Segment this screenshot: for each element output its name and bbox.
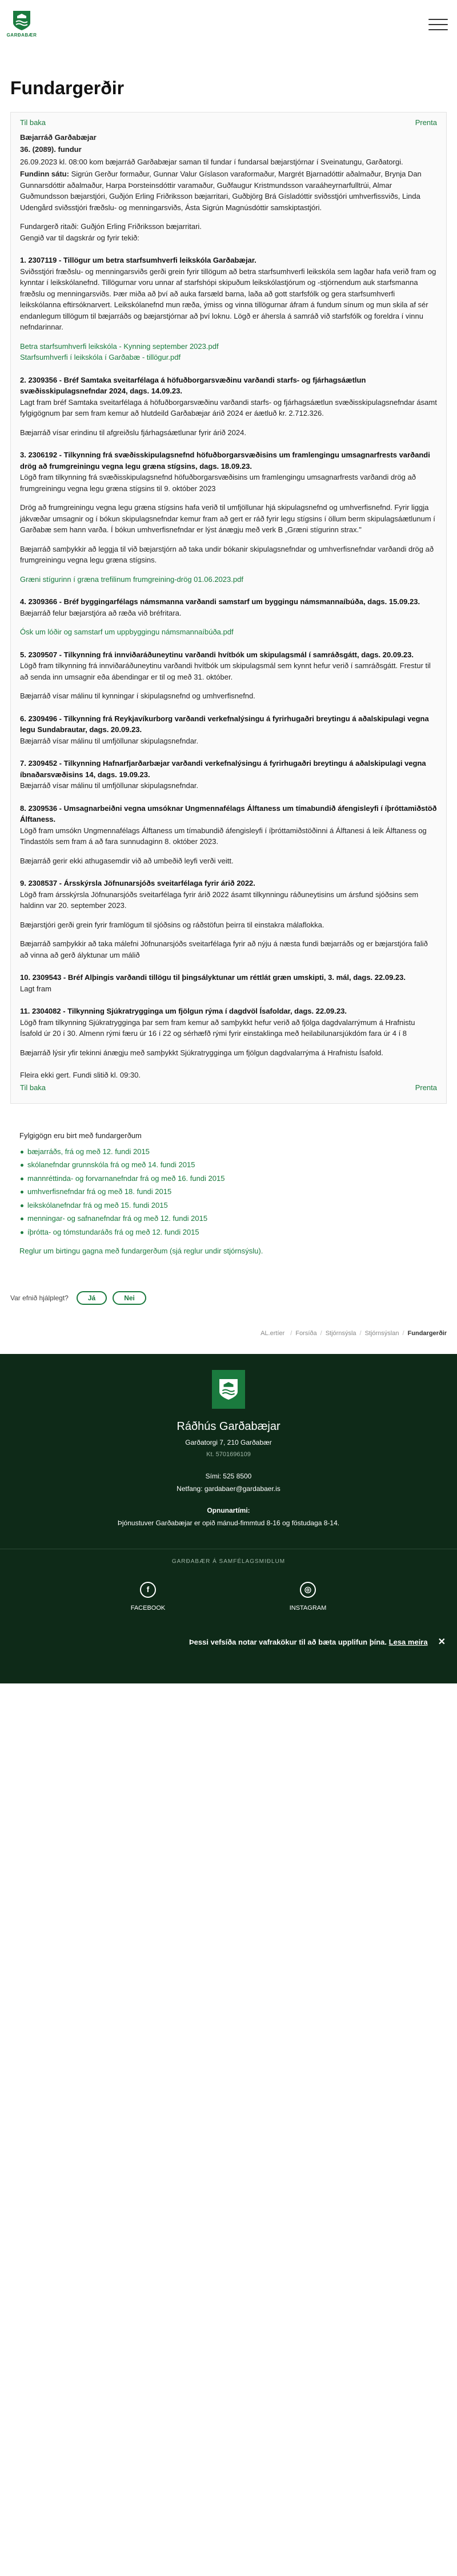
footer-opening-label: Opnunartími: (207, 1506, 250, 1514)
list-item (19, 1173, 438, 1184)
site-footer (0, 1354, 457, 1683)
yes-button[interactable]: Já (77, 1291, 107, 1305)
attachment-group-link[interactable]: bæjarráðs, frá og með 12. fundi 2015 (27, 1147, 150, 1156)
breadcrumb-separator: / (359, 1329, 362, 1337)
agenda-item-text: Bæjarráð lýsir yfir tekinni ánægju með samþykkt Sjúkratrygginga um fjölgun dagdvalarrýma á Hrafnistu Ísafold. (20, 1048, 383, 1057)
agenda-item-text: Bæjarráð samþykkir að leggja til við bæjarstjórn að taka undir bókanir skipulagsnefndar og umhverfisnefndar varðandi drög að frumgreiningu vegna legu græna stígsins. (20, 544, 434, 564)
logo-text: GARÐABÆR (6, 33, 37, 38)
social-links (0, 1582, 457, 1613)
agenda-item-text: Bæjarráð gerir ekki athugasemdir við að umbeðið leyfi verði veitt. (20, 856, 234, 865)
attendees-label: Fundinn sátu: (20, 170, 69, 178)
agenda-item-title: 4. 2309366 - Bréf byggingarfélags námsmanna varðandi samstarf um byggingu námsmannaíbúða, dags. 15.09.23. (20, 597, 420, 606)
agenda-item (20, 649, 437, 702)
list-item (19, 1200, 438, 1211)
rules-link[interactable]: Reglur um birtingu gagna með fundargerðum (sjá reglur undir stjórnsýslu). (19, 1247, 263, 1255)
attachment-link[interactable]: Starfsumhverfi í leikskóla í Garðabæ - tillögur.pdf (20, 353, 181, 361)
agenda-item-text: Bæjarráð vísar málinu til kynningar í skipulagsnefnd og umhverfisnefnd. (20, 692, 255, 700)
secretary-line: Fundargerð ritaði: Guðjón Erling Friðriksson bæjarritari. (20, 222, 202, 231)
secretary (20, 221, 437, 243)
feedback-label: Var efnið hjálplegt? (10, 1293, 69, 1302)
agenda-item-text: Lögð fram ársskýrsla Jöfnunarsjóðs sveitarfélaga fyrir árið 2022 ásamt tilkynningu ráðuneytisins um ársfund sjóðsins sem haldinn var 20. september 2023. (20, 890, 419, 910)
agenda-item-text: Lögð fram umsókn Ungmennafélags Álftaness um tímabundið áfengisleyfi í íþróttamiðstöðinni á Álftanesi á leik Álftaness og Tindastóls sem fram á að fara sunnudaginn 8. október 2023. (20, 826, 427, 846)
agenda-item-title: 7. 2309452 - Tilkynning Hafnarfjarðarbæjar varðandi verkefnalýsingu á fyrirhugaðri breytingu á aðalskipulagi vegna íbnaðarsvæðisins 14, dags. 19.09.23. (20, 759, 426, 779)
breadcrumb (10, 1329, 447, 1339)
footer-logo (212, 1370, 245, 1409)
footer-email[interactable]: Netfang: gardabaer@gardabaer.is (177, 1484, 280, 1493)
agenda-item-text: Lögð fram tilkynning frá svæðisskipulagsnefnd höfuðborgarsvæðisins um framlengingu umsagnarfrests varðandi drög að frumgreiningu vegna legu græna stígsins til 9. október 2023 (20, 473, 416, 493)
attachments-info (10, 1127, 447, 1268)
attendees-list: Sigrún Gerður formaður, Gunnar Valur Gíslason varaformaður, Margrét Bjarnadóttir aðalmaður, Brynja Dan Gunnarsdóttir aðalmaður, Harpa Þorsteinsdóttir varamaður, Guðfaugur Kristmundsson varaáheyrnarfulltrúi, Almar Guðmundsson bæjarstjóri, Guðjón Erling Friðriksson bæjarritari, Guðbjörg Brá Gísladóttir sviðsstjóri umhverfissviðs, Linda Udengård sviðsstjóri fræðslu- og menningarsviðs, Ásta Sigrún Magnúsdóttir samskiptastjóri. (20, 170, 422, 212)
facebook-icon: f (140, 1582, 156, 1598)
social-title: GARÐABÆR Á SAMFÉLAGSMIÐLUM (171, 1558, 286, 1565)
list-item (19, 1227, 438, 1238)
breadcrumb-home[interactable]: AL.ertíer (260, 1329, 285, 1337)
footer-phone: Sími: 525 8500 (205, 1472, 252, 1480)
breadcrumb-separator: / (402, 1329, 404, 1337)
committee-name: Bæjarráð Garðabæjar (20, 132, 97, 142)
print-link-bottom[interactable]: Prenta (415, 1083, 437, 1092)
agenda-item-text: Drög að frumgreiningu vegna legu græna stígsins hafa verið til umfjöllunar hjá skipulagsnefnd og umhverfisnefnd. Fyrir liggja jákvæðar umsagnir og í bókun skipulagsnefndar kemur fram að gert er ráð fyrir legu stígsins í öllum berm skipulagsáætlunum í Garðabæ sem hann varða. Í bókun umhverfisnefndar er lýst ánægju með verk B „Græni stígurinn strax." (20, 503, 435, 534)
agenda-item-text: Bæjarráð felur bæjarstjóra að ræða við bréfritara. (20, 608, 182, 617)
agenda-item (20, 449, 437, 585)
agenda-item-text: Lögð fram tilkynning frá innviðaráðuneytinu varðandi hvítbók um skipulagsmál sem kynnt hefur verið í samráðsgátt. Frestur til að senda inn umsagnir eða ábendingar er til og með 31. október. (20, 661, 431, 681)
feedback-bar (10, 1291, 447, 1305)
instagram-label: INSTAGRAM (289, 1604, 327, 1611)
footer-shield-icon (219, 1378, 238, 1401)
footer-address: Garðatorgi 7, 210 Garðabær (185, 1438, 272, 1446)
no-button[interactable]: Nei (113, 1291, 146, 1305)
print-link[interactable]: Prenta (415, 118, 437, 127)
breadcrumb-separator: / (320, 1329, 322, 1337)
agenda-item-text: Bæjarráð vísar málinu til umfjöllunar skipulagsnefndar. (20, 781, 199, 790)
facebook-link[interactable] (131, 1582, 166, 1613)
attachment-group-link[interactable]: leikskólanefndar frá og með 15. fundi 2015 (27, 1200, 168, 1209)
agenda-item-text: Bæjarráð vísar erindinu til afgreiðslu fjárhagsáætlunar fyrir árið 2024. (20, 428, 246, 437)
footer-org-name: Ráðhús Garðabæjar (177, 1420, 280, 1433)
agenda-item (20, 972, 437, 994)
attachment-link[interactable]: Betra starfsumhverfi leikskóla - Kynning september 2023.pdf (20, 341, 219, 351)
list-item (19, 1159, 438, 1171)
agenda-item-text: Bæjarráð samþykkir að taka málefni Jöfnunarsjóðs sveitarfélaga fyrir að nýju á næsta fundi bæjarráðs og er bæjarstjóra falið að vinna að gerð ályktunar um málið (20, 939, 428, 959)
cookie-banner (0, 1613, 457, 1683)
site-logo[interactable] (8, 10, 35, 39)
cookie-text (189, 1637, 428, 1648)
breadcrumb-current: Fundargerðir (407, 1329, 447, 1337)
attachment-link[interactable]: Ósk um lóðir og samstarf um uppbyggingu námsmannaíbúða.pdf (20, 628, 234, 636)
agenda-item (20, 803, 437, 867)
agenda-item-text: Bæjarráð vísar málinu til umfjöllunar skipulagsnefndar. (20, 736, 199, 745)
agenda-item-title: 2. 2309356 - Bréf Samtaka sveitarfélaga á höfuðborgarsvæðinu varðandi starfs- og fjárhagsáætlun svæðisskipulagsnefndar 2024, dags. 14.09.23. (20, 375, 366, 395)
agenda-item (20, 758, 437, 791)
list-item (19, 1213, 438, 1224)
agenda-item-title: 6. 2309496 - Tilkynning frá Reykjavíkurborg varðandi verkefnalýsingu á fyrirhugaðri breytingu á aðalskipulagi vegna legu Sundabrautar, dags. 20.09.23. (20, 714, 429, 734)
list-item (19, 1186, 438, 1197)
footer-kt: Kt. 5701696109 (206, 1451, 251, 1458)
agenda-item-text: Sviðsstjóri fræðslu- og menningarsviðs gerði grein fyrir tillögum að betra starfsumhverfi leikskóla sem lagðar hafa verið fram og kynntar í leikskólanefnd. Tillögurnar voru unnar af starfshópi skipuðum leikskólastjórum og -stjórnendum auk starfsmanna fræðslu og menningarsviðs. Þær miða að því að auka farsæld barna, laða að gott starfsfólk og gera starfsumhverfi leikskólanna eftirsóknarvert. Leikskólanefnd mun ræða, ýmiss og vinna tillögurnar áfram á fundum sínum og mun skila af sér endanlegum tillögum til bæjarráðs og bæjarstjórnar að því loknu. Lögð er áhersla á samráð við starfsfólk og foreldra í vinnu nefndarinnar. (20, 267, 436, 331)
breadcrumb-item-3[interactable]: Stjórnsýslan (364, 1329, 399, 1337)
agenda-item-title: 9. 2308537 - Ársskýrsla Jöfnunarsjóðs sveitarfélaga fyrir árið 2022. (20, 879, 255, 887)
agenda-item-title: 10. 2309543 - Bréf Alþingis varðandi tillögu til þingsályktunar um réttlát græn umskipti, 3. mál, dags. 22.09.23. (20, 973, 406, 982)
agenda-item (20, 1006, 437, 1058)
attachments-list (19, 1146, 438, 1238)
back-link-bottom[interactable]: Til baka (20, 1083, 46, 1092)
agenda-item-text: Lagt fram (20, 984, 51, 993)
attachment-group-link[interactable]: íþrótta- og tómstundaráðs frá og með 12. fundi 2015 (27, 1227, 199, 1236)
list-item (19, 1146, 438, 1158)
breadcrumb-item-2[interactable]: Stjórnsýsla (325, 1329, 356, 1337)
attendees (20, 168, 437, 213)
agenda-item (20, 713, 437, 747)
instagram-link[interactable] (290, 1582, 327, 1613)
breadcrumb-item-1[interactable]: Forsíða (295, 1329, 317, 1337)
close-icon[interactable]: ✕ (438, 1637, 446, 1647)
agenda-note: Gengið var til dagskrár og fyrir tekið: (20, 233, 139, 242)
instagram-icon: ◎ (300, 1582, 316, 1598)
closing-line: Fleira ekki gert. Fundi slitið kl. 09:30. (20, 1071, 141, 1079)
cookie-read-more-link[interactable]: Lesa meira (388, 1638, 428, 1647)
agenda-item (20, 255, 437, 363)
agenda-item-title: 3. 2306192 - Tilkynning frá svæðisskipulagsnefnd höfuðborgarsvæðisins um framlengingu umsagnarfrests varðandi drög að frumgreiningu vegna legu græna stígsins, dags. 18.09.23. (20, 451, 430, 471)
meeting-intro: 26.09.2023 kl. 08:00 kom bæjarráð Garðabæjar saman til fundar í fundarsal bæjarstjórnar í Sveinatungu, Garðatorgi. (20, 157, 403, 166)
shield-logo-icon (13, 10, 31, 31)
agenda-item-title: 5. 2309507 - Tilkynning frá innviðaráðuneytinu varðandi hvítbók um skipulagsmál í samráðsgátt, dags. 20.09.23. (20, 650, 414, 659)
breadcrumb-separator: / (290, 1329, 292, 1337)
cookie-message: Þessi vefsíða notar vafrakökur til að bæta upplifun þína. (189, 1638, 387, 1647)
agenda-item-text: Bæjarstjóri gerði grein fyrir framlögum til sjóðsins og ráðstöfun þeirra til einstakra málaflokka. (20, 920, 324, 929)
agenda-item (20, 878, 437, 961)
agenda-item-title: 11. 2304082 - Tilkynning Sjúkratrygginga um fjölgun rýma í dagdvöl Ísafoldar, dags. 22.09.23. (20, 1007, 347, 1015)
agenda-item (20, 596, 437, 638)
attachment-group-link[interactable]: skólanefndar grunnskóla frá og með 14. fundi 2015 (27, 1160, 195, 1169)
hamburger-menu-icon[interactable] (427, 17, 449, 33)
top-bar (0, 0, 457, 49)
attachments-heading: Fylgigögn eru birt með fundargerðum (19, 1131, 142, 1140)
attachment-link[interactable]: Græni stígurinn í græna trefilinum frumgreining-drög 01.06.2023.pdf (20, 574, 243, 584)
attachment-group-link[interactable]: mannréttinda- og forvarnanefndar frá og með 16. fundi 2015 (27, 1174, 225, 1183)
meeting-minutes-card (10, 112, 447, 1104)
agenda-item-title: 1. 2307119 - Tillögur um betra starfsumhverfi leikskóla Garðabæjar. (20, 256, 256, 264)
agenda-item-text: Lagt fram bréf Samtaka sveitarfélaga á höfuðborgarsvæðinu varðandi starfs- og fjárhagsáætlun svæðisskipulagsnefndar ásamt fylgigögnum þar sem fram kemur að hlutdeild Garðabæjar árið 2024 er áætluð kr. 2.712.326. (20, 397, 437, 417)
agenda-item (20, 375, 437, 439)
footer-opening-hours: Þjónustuver Garðabæjar er opið mánud-fimmtud 8-16 og föstudaga 8-14. (117, 1518, 340, 1527)
agenda-items (20, 255, 437, 1058)
back-link[interactable]: Til baka (20, 118, 46, 127)
agenda-item-text: Lögð fram tilkynning Sjúkratrygginga þar sem fram kemur að samþykkt hefur verið að fjölga dagdvalarrýmum á Hrafnistu Ísafold úr 20 í 30. Almenn rými færu úr 16 í 22 og sérhæfð rými fyrir einstaklinga með heilabilunarsjúkdóm fara úr 4 í 8 (20, 1018, 415, 1038)
facebook-label: FACEBOOK (130, 1604, 166, 1611)
page-title: Fundargerðir (10, 78, 125, 98)
attachment-group-link[interactable]: menningar- og safnanefndar frá og með 12. fundi 2015 (27, 1214, 208, 1223)
meeting-number: 36. (2089). fundur (20, 145, 82, 154)
agenda-item-title: 8. 2309536 - Umsagnarbeiðni vegna umsóknar Ungmennafélags Álftaness um tímabundið áfengisleyfi í íþróttamiðstöð Álftaness. (20, 803, 437, 823)
attachment-group-link[interactable]: umhverfisnefndar frá og með 18. fundi 2015 (27, 1187, 172, 1196)
